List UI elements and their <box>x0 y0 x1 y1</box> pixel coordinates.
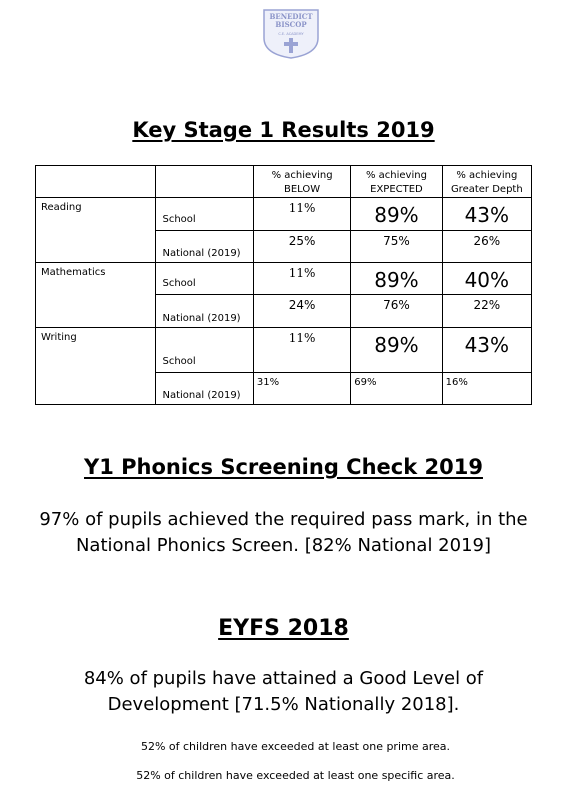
reading-school-greater: 43% <box>442 198 531 231</box>
reading-school-below: 11% <box>253 198 350 231</box>
row-label-national: National (2019) <box>156 373 253 405</box>
reading-national-below: 25% <box>253 231 350 263</box>
header-greater-depth: % achieving Greater Depth <box>442 166 531 198</box>
table-row <box>36 263 532 295</box>
writing-school-greater: 43% <box>442 328 531 373</box>
row-label-school: School <box>156 198 253 231</box>
maths-national-below: 24% <box>253 295 350 328</box>
phonics-line-1: 97% of pupils achieved the required pass mark, in the <box>39 509 528 530</box>
writing-national-below: 31% <box>253 373 350 405</box>
logo-text-3: C.E. ACADEMY <box>278 32 304 36</box>
header-below: % achieving BELOW <box>253 166 350 198</box>
row-label-national: National (2019) <box>156 231 253 263</box>
eyfs-note-specific: 52% of children have exceeded at least one specific area. <box>136 769 455 782</box>
logo-text-2: BISCOP <box>275 20 307 29</box>
writing-national-greater: 16% <box>442 373 531 405</box>
maths-school-expected: 89% <box>351 263 442 295</box>
maths-national-expected: 76% <box>351 295 442 328</box>
subject-mathematics: Mathematics <box>36 263 156 328</box>
ks1-title: Key Stage 1 Results 2019 <box>132 118 435 142</box>
header-expected: % achieving EXPECTED <box>351 166 442 198</box>
row-label-school: School <box>156 263 253 295</box>
phonics-line-2: National Phonics Screen. [82% National 2019] <box>75 535 492 556</box>
eyfs-note-prime: 52% of children have exceeded at least one prime area. <box>140 740 451 753</box>
maths-school-greater: 40% <box>442 263 531 295</box>
maths-school-below: 11% <box>253 263 350 295</box>
reading-national-expected: 75% <box>351 231 442 263</box>
eyfs-line-1: 84% of pupils have attained a Good Level of <box>83 668 484 689</box>
maths-national-greater: 22% <box>442 295 531 328</box>
phonics-title: Y1 Phonics Screening Check 2019 <box>84 455 483 479</box>
eyfs-text <box>0 666 567 718</box>
subject-reading: Reading <box>36 198 156 263</box>
school-logo <box>262 8 320 60</box>
writing-national-expected: 69% <box>351 373 442 405</box>
table-row <box>36 328 532 373</box>
logo-text-1: BENEDICT <box>269 12 313 21</box>
writing-school-expected: 89% <box>351 328 442 373</box>
subject-writing: Writing <box>36 328 156 405</box>
phonics-text <box>0 507 567 559</box>
eyfs-title: EYFS 2018 <box>218 616 349 641</box>
table-row <box>36 198 532 231</box>
reading-school-expected: 89% <box>351 198 442 231</box>
ks1-results-table <box>35 165 532 405</box>
eyfs-line-2: Development [71.5% Nationally 2018]. <box>107 694 460 715</box>
header-empty-2 <box>156 166 253 198</box>
reading-national-greater: 26% <box>442 231 531 263</box>
header-empty-1 <box>36 166 156 198</box>
writing-school-below: 11% <box>253 328 350 373</box>
header-row <box>36 166 532 198</box>
row-label-school: School <box>156 328 253 373</box>
row-label-national: National (2019) <box>156 295 253 328</box>
